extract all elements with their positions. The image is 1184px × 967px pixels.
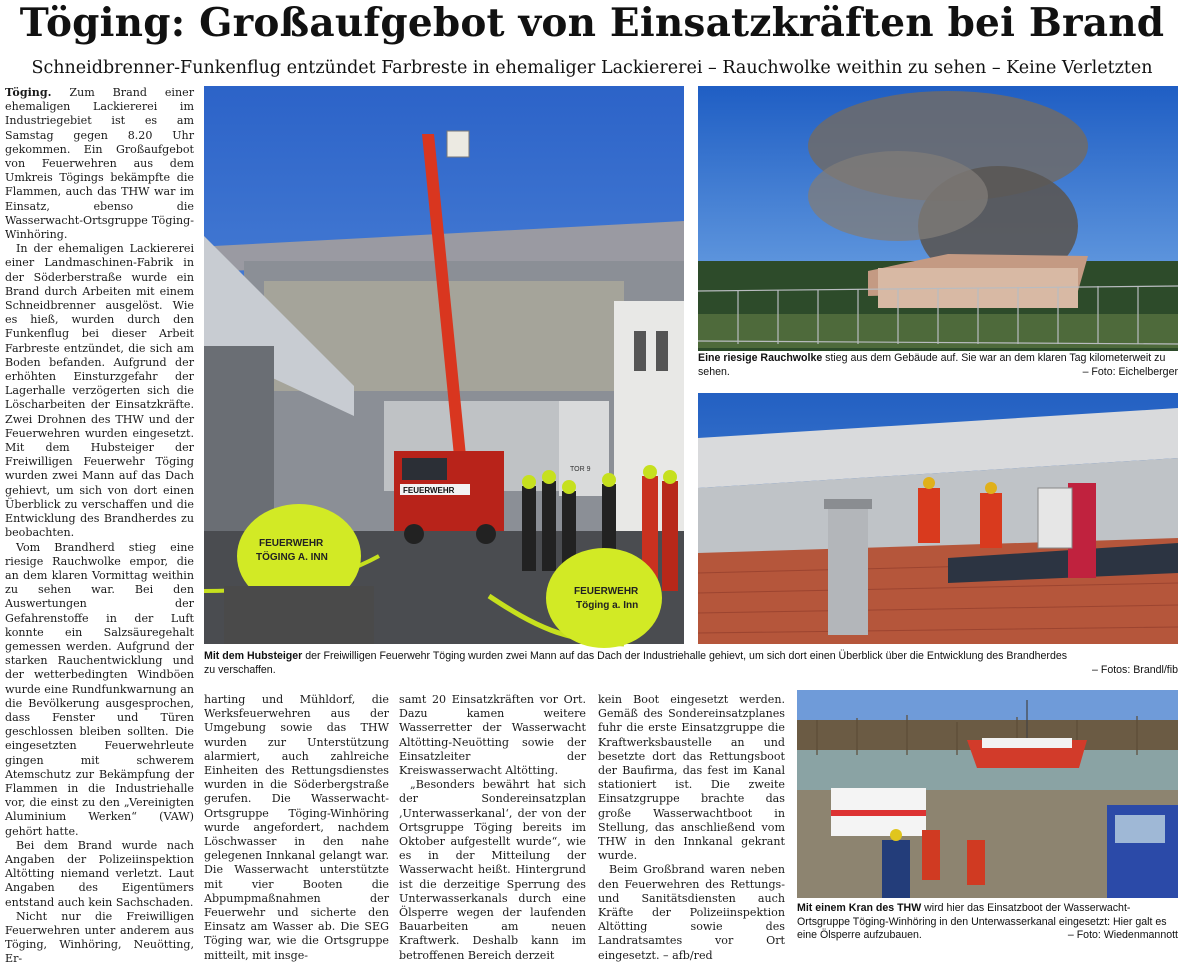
author-signature: – afb/red <box>663 948 713 962</box>
caption-line-2 <box>204 664 1178 678</box>
dateline: Töging. <box>5 86 52 99</box>
article-column-4 <box>598 693 785 962</box>
article-paragraph: Nicht nur die Freiwilligen Feuerwehren unter anderem aus Töging, Winhöring, Neuötting, Er- <box>5 909 194 966</box>
article-paragraph: Vom Brandherd stieg eine riesige Rauchwolke empor, die an dem klaren Vormittag weithin zu sehen war. Bei den Auswertungen der Gefahrenstoffe in der Luft konnte ein Salzsäuregehalt gemessen werden. Aufgrund der starken Rauchentwicklung und der wetterbedingten Windböen wurde eine Rundfunkwarnung an die Bevölkerung ausgesprochen, dass Fenster und Türen geschlossen bleiben sollten. Die eingesetzten Feuerwehrleute gingen mit schwerem Atemschutz zur Bekämpfung der Flammen in die Industriehalle vor, die einst zu den „Vereinigten Aluminium Werken“ (VAW) gehört hatte. <box>5 540 194 838</box>
caption-text: der Freiwilligen Feuerwehr Töging wurden zwei Mann auf das Dach der Industriehalle gehievt, um sich dort einen Überblick über die Entwicklung des Brandherdes <box>302 650 1068 662</box>
article-column-3 <box>399 693 586 962</box>
caption-lead: Eine riesige Rauchwolke <box>698 352 823 364</box>
photo-credit: – Fotos: Brandl/fib <box>1092 663 1178 676</box>
article-paragraph: kein Boot eingesetzt werden. Gemäß des Sondereinsatzplanes fuhr die erste Einsatzgruppe die Kraftwerksbaustelle an und besetzte dort das Rettungsboot der Baufirma, das fest im Kanal stationiert ist. Die zweite Einsatzgruppe brachte das große Wasserwachtboot in Stellung, das anschließend vom THW in den Innkanal gekrant wurde. <box>598 693 785 863</box>
article-paragraph <box>5 86 194 242</box>
caption-text: wird hier das Einsatzboot der Wasserwacht-Ortsgruppe Töging-Winhöring in den Unterwasserkanal eingesetzt: Hier galt es eine Ölsperre aufzubauen. <box>797 902 1167 942</box>
photo-credit: – Foto: Eichelberger <box>1082 365 1178 378</box>
photo-smoke-cloud <box>698 86 1178 348</box>
helmet-right-label-2: Töging a. Inn <box>576 600 639 611</box>
caption-smoke <box>698 352 1178 379</box>
article-column-2 <box>204 693 389 962</box>
caption-lead: Mit einem Kran des THW <box>797 902 922 914</box>
helmet-right-label: FEUERWEHR <box>574 586 639 597</box>
caption-text: stieg aus dem Gebäude auf. Sie war an dem klaren Tag kilometerweit zu sehen. <box>698 352 1166 378</box>
headline: Töging: Großaufgebot von Einsatzkräften bei Brand <box>19 0 1165 46</box>
photo-aerial-ladder <box>204 86 684 644</box>
article-paragraph: Bei dem Brand wurde nach Angaben der Polizeiinspektion Altötting niemand verletzt. Laut Angaben des Eigentümers entstand auch kein Sachschaden. <box>5 838 194 909</box>
article-paragraph: In der ehemaligen Lackiererei einer Landmaschinen-Fabrik in der Söderberstraße wurde ein Brand durch Arbeiten mit einem Schneidbrenner ausgelöst. Wie es hieß, wurden durch den Funkenflug bei dieser Arbeit Farbreste entzündet, die sich am Boden befanden. Aufgrund der erhöhten Einsturzgefahr der Lagerhalle verzögerten sich die Löscharbeiten der Einsatzkräfte. Zwei Drohnen des THW und der Feuerwehren wurden eingesetzt. Mit dem Hubsteiger der Freiwilligen Feuerwehr Töging wurden zwei Mann auf das Dach gehievt, um sich von dort einen Überblick zu verschaffen und die Entwicklung des Brandherdes zu beobachten. <box>5 242 194 540</box>
helmet-left-label: FEUERWEHR <box>259 538 324 549</box>
photo-thw-crane <box>797 690 1178 898</box>
article-paragraph: „Besonders bewährt hat sich der Sondereinsatzplan ‚Unterwasserkanal‘, der von der Ortsgruppe Töging bereits im Oktober aufgestellt wurde“, wie es in der Mitteilung der Wasserwacht heißt. Hintergrund ist die derzeitige Sperrung des Unterwasserkanals durch eine Ölsperre wegen der laufenden Bauarbeiten am neuen Kraftwerk. Deshalb kann im betroffenen Bereich derzeit <box>399 778 586 962</box>
photo-credit: – Foto: Wiedenmannott <box>1067 929 1178 942</box>
truck-label: FEUERWEHR <box>403 486 455 495</box>
article-paragraph: harting und Mühldorf, die Werksfeuerwehren aus der Umgebung sowie das THW wurden zur Unterstützung alarmiert, auch zahlreiche Einheiten des Rettungsdienstes wurden in die Söderbergstraße gerufen. Die Wasserwacht-Ortsgruppe Töging-Winhöring wurde angefordert, nachdem Löschwasser in den nahe gelegenen Innkanal gelangt war. Die Wasserwacht unterstützte mit vier Booten die Abpumpmaßnahmen der Feuerwehr und sicherte den Einsatz am Wasser ab. Die SEG Töging war, wie die Ortsgruppe mitteilt, mit insge- <box>204 693 389 962</box>
article-column-1 <box>5 86 194 966</box>
helmet-left-label-2: TÖGING A. INN <box>256 552 328 563</box>
article-paragraph <box>598 863 785 962</box>
paragraph-text: Beim Großbrand waren neben den Feuerwehren des Rettungs- und Sanitätsdiensten auch Kräfte der Polizeiinspektion Altötting sowie des Landratsamtes vor Ort eingesetzt. <box>598 863 785 962</box>
article-paragraph: samt 20 Einsatzkräften vor Ort. Dazu kamen weitere Wasserretter der Wasserwacht Altötting-Neuötting sowie der Einsatzleiter der Kreiswasserwacht Altötting. <box>399 693 586 778</box>
caption-thw <box>797 902 1178 943</box>
photo-roof-firefighters <box>698 393 1178 644</box>
caption-main <box>204 650 1178 677</box>
caption-lead: Mit dem Hubsteiger <box>204 650 303 662</box>
subheadline: Schneidbrenner-Funkenflug entzündet Farbreste in ehemaliger Lackiererei – Rauchwolke weithin zu sehen – Keine Verletzten <box>31 58 1153 78</box>
caption-text-2: zu verschaffen. <box>204 663 276 676</box>
paragraph-text: Zum Brand einer ehemaligen Lackiererei im Industriegebiet ist es am Samstag gegen 8.20 Uhr gekommen. Ein Großaufgebot von Feuerwehren aus dem Umkreis Tögings bekämpfte die Flammen, auch das THW war im Einsatz, ebenso die Wasserwacht-Ortsgruppe Töging-Winhöring. <box>5 86 194 242</box>
gate-label: TOR 9 <box>570 466 591 473</box>
